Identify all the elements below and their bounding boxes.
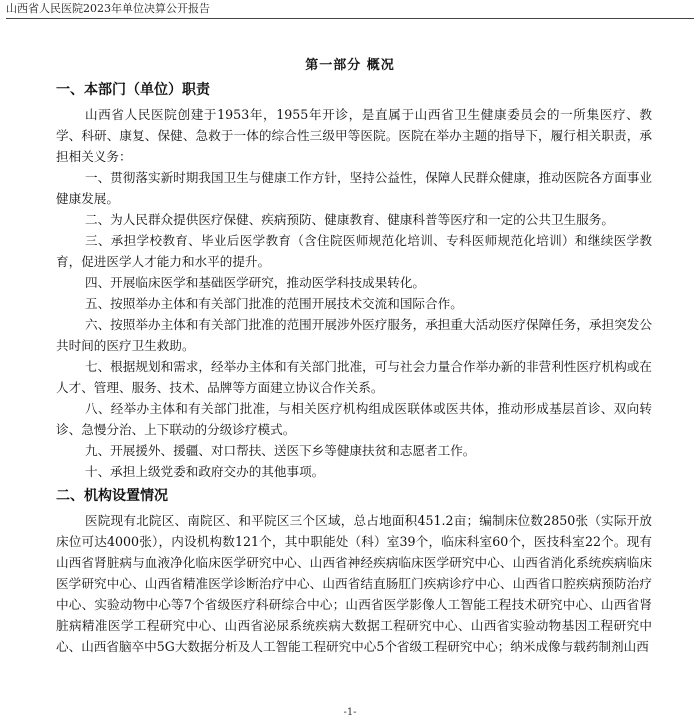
paragraph: 医院现有北院区、南院区、和平院区三个区域，总占地面积451.2亩；编制床位数2850张（实际开放床位可达4000张），内设机构数121个，其中职能处（科）室39个，临床科室60个，医技科室22个。现有山西省肾脏病与血液净化临床医学研究中心、山西省神经疾病临床医学研究中心、山西省消化系统疾病临床医学研究中心、山西省精准医学诊断治疗中心、山西省结直肠肛门疾病诊疗中心、山西省口腔疾病预防治疗中心、实验动物中心等7个省级医疗科研综合中心；山西省医学影像人工智能工程技术研究中心、山西省肾脏病精准医学工程研究中心、山西省泌尿系统疾病大数据工程研究中心、山西省实验动物基因工程研究中心、山西省脑卒中5G大数据分析及人工智能工程研究中心5个省级工程研究中心；纳米成像与载药制剂山西 [56,513,652,654]
paragraph: 十、承担上级党委和政府交办的其他事项。 [84,464,325,479]
document-title: 第一部分 概况 [305,58,395,73]
section-heading: 二、机构设置情况 [56,488,168,504]
page-header: 山西省人民医院2023年单位决算公开报告 [6,2,694,19]
section-duties [56,80,652,482]
paragraph: 六、按照举办主体和有关部门批准的范围开展涉外医疗服务，承担重大活动医疗保障任务，承担突发公共时间的医疗卫生救助。 [56,317,652,353]
section-organization [56,486,652,657]
paragraph: 五、按照举办主体和有关部门批准的范围开展技术交流和国际合作。 [84,296,463,311]
section-heading: 一、本部门（单位）职责 [56,82,210,98]
paragraph: 四、开展临床医学和基础医学研究，推动医学科技成果转化。 [84,275,425,290]
paragraph: 一、贯彻落实新时期我国卫生与健康工作方针，坚持公益性，保障人民群众健康，推动医院各方面事业健康发展。 [56,170,652,206]
paragraph: 七、根据规划和需求，经举办主体和有关部门批准，可与社会力量合作举办新的非营利性医疗机构或在人才、管理、服务、技术、品牌等方面建立协议合作关系。 [56,359,652,395]
paragraph: 九、开展援外、援疆、对口帮扶、送医下乡等健康扶贫和志愿者工作。 [84,443,476,458]
paragraph: 八、经举办主体和有关部门批准，与相关医疗机构组成医联体或医共体，推动形成基层首诊、双向转诊、急慢分治、上下联动的分级诊疗模式。 [56,401,652,437]
page-number: -1- [343,707,357,718]
paragraph: 山西省人民医院创建于1953年，1955年开诊，是直属于山西省卫生健康委员会的一所集医疗、教学、科研、康复、保健、急救于一体的综合性三级甲等医院。医院在举办主题的指导下，履行相关职责，承担相关义务： [56,107,652,164]
paragraph: 二、为人民群众提供医疗保健、疾病预防、健康教育、健康科普等医疗和一定的公共卫生服务。 [84,212,614,227]
paragraph: 三、承担学校教育、毕业后医学教育（含住院医师规范化培训、专科医师规范化培训）和继续医学教育，促进医学人才能力和水平的提升。 [56,233,652,269]
document-body [56,76,652,657]
